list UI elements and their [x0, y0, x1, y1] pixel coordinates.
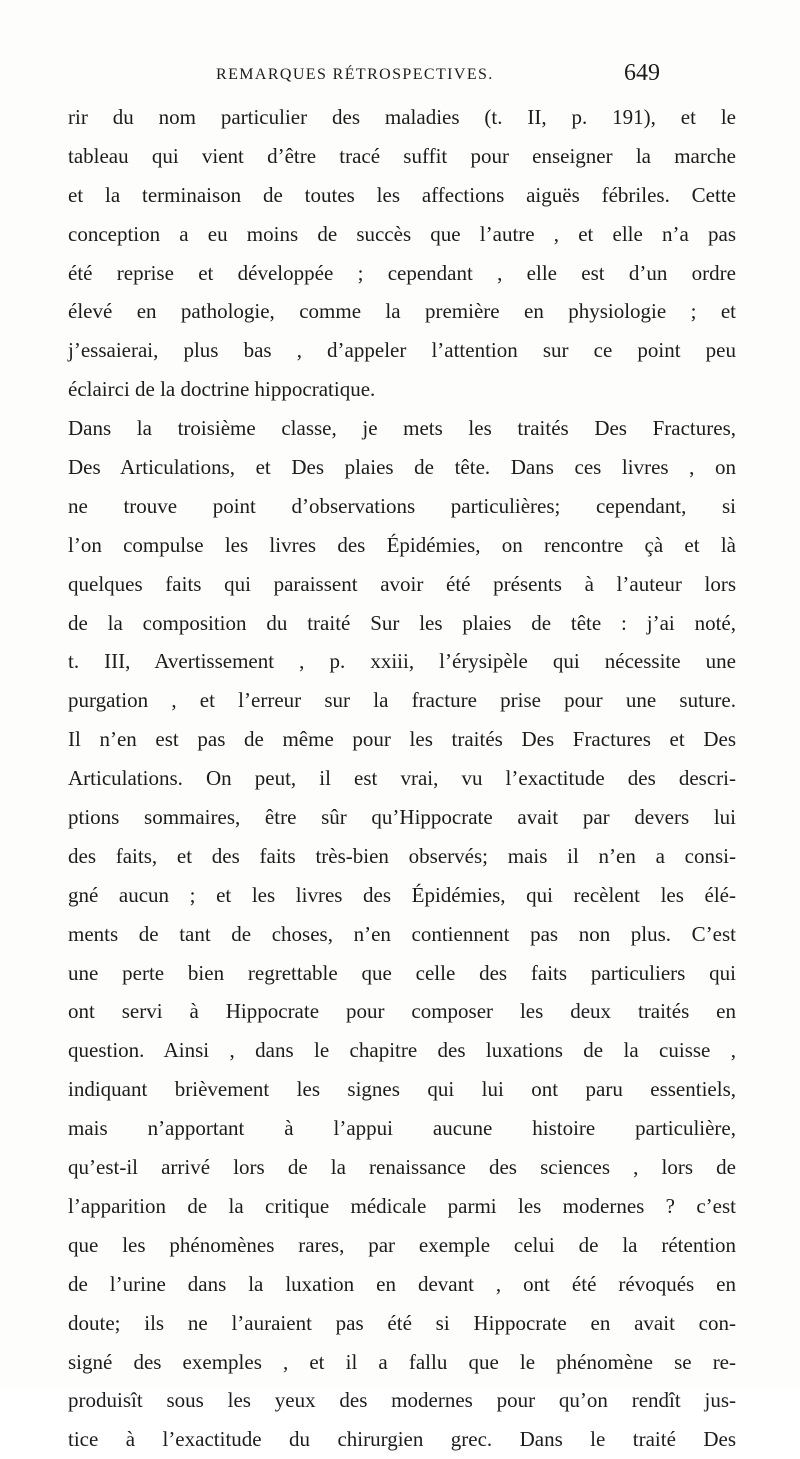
- text-line: l’on compulse les livres des Épidémies, on rencontre çà et là: [68, 532, 736, 557]
- text-line: ments de tant de choses, n’en contiennent pas non plus. C’est: [68, 921, 736, 946]
- text-line: gné aucun ; et les livres des Épidémies, qui recèlent les élé-: [68, 882, 736, 907]
- text-line: éclairci de la doctrine hippocratique.: [68, 377, 376, 402]
- text-line: t. III, Avertissement , p. xxiii, l’érysipèle qui nécessite une: [68, 649, 736, 674]
- text-line: j’essaierai, plus bas , d’appeler l’attention sur ce point peu: [68, 338, 736, 363]
- text-line: Des Articulations, et Des plaies de tête. Dans ces livres , on: [68, 455, 736, 480]
- text-line: été reprise et développée ; cependant , elle est d’un ordre: [68, 260, 736, 285]
- text-line: qu’est-il arrivé lors de la renaissance des sciences , lors de: [68, 1155, 736, 1180]
- text-line: produisît sous les yeux des modernes pour qu’on rendît jus-: [68, 1388, 736, 1413]
- text-line: purgation , et l’erreur sur la fracture prise pour une suture.: [68, 688, 736, 713]
- text-line: et la terminaison de toutes les affections aiguës fébriles. Cette: [68, 182, 736, 207]
- text-line: Articulations. On peut, il est vrai, vu l’exactitude des descri-: [68, 766, 736, 791]
- body-text: [68, 98, 736, 1459]
- text-line: ne trouve point d’observations particulières; cependant, si: [68, 493, 736, 518]
- text-line: une perte bien regrettable que celle des faits particuliers qui: [68, 960, 736, 985]
- page-number: 649: [624, 60, 660, 86]
- text-line: de la composition du traité Sur les plaies de tête : j’ai noté,: [68, 610, 736, 635]
- text-line: quelques faits qui paraissent avoir été présents à l’auteur lors: [68, 571, 736, 596]
- text-line: signé des exemples , et il a fallu que le phénomène se re-: [68, 1349, 736, 1374]
- text-line: élevé en pathologie, comme la première en physiologie ; et: [68, 299, 736, 324]
- text-line: ptions sommaires, être sûr qu’Hippocrate avait par devers lui: [68, 805, 736, 830]
- text-line: ont servi à Hippocrate pour composer les deux traités en: [68, 999, 736, 1024]
- text-line: question. Ainsi , dans le chapitre des luxations de la cuisse ,: [68, 1038, 736, 1063]
- text-line: Dans la troisième classe, je mets les traités Des Fractures,: [68, 416, 736, 441]
- text-line: tice à l’exactitude du chirurgien grec. Dans le traité Des: [68, 1427, 736, 1452]
- text-line: conception a eu moins de succès que l’autre , et elle n’a pas: [68, 221, 736, 246]
- running-header: [216, 60, 660, 94]
- text-line: que les phénomènes rares, par exemple celui de la rétention: [68, 1232, 736, 1257]
- running-title: REMARQUES RÉTROSPECTIVES.: [216, 66, 494, 83]
- text-line: mais n’apportant à l’appui aucune histoire particulière,: [68, 1116, 736, 1141]
- text-line: doute; ils ne l’auraient pas été si Hippocrate en avait con-: [68, 1310, 736, 1335]
- text-line: de l’urine dans la luxation en devant , ont été révoqués en: [68, 1271, 736, 1296]
- text-line: Il n’en est pas de même pour les traités Des Fractures et Des: [68, 727, 736, 752]
- text-line: l’apparition de la critique médicale parmi les modernes ? c’est: [68, 1193, 736, 1218]
- text-line: des faits, et des faits très-bien observés; mais il n’en a consi-: [68, 843, 736, 868]
- text-line: tableau qui vient d’être tracé suffit pour enseigner la marche: [68, 143, 736, 168]
- text-line: rir du nom particulier des maladies (t. II, p. 191), et le: [68, 105, 736, 129]
- text-line: indiquant brièvement les signes qui lui ont paru essentiels,: [68, 1077, 736, 1102]
